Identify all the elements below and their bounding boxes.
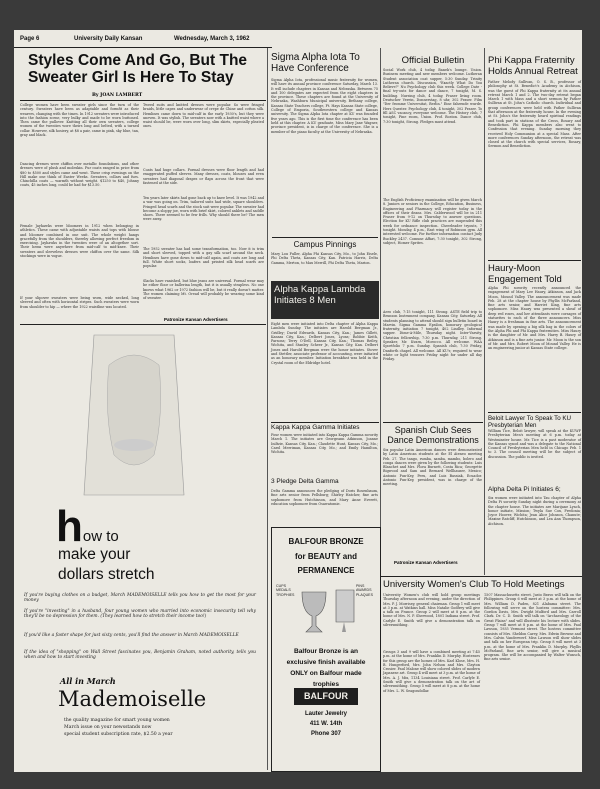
ad-tagline: the quality magazine for smart young women [64,718,170,723]
article-body: The 1952 sweater has had some transformation, too. Now it is trim and short sleeved, topped with a gay silk scarf around the neck. Hemlines have gone down to mid-calf again, and coats are long and full. White short socks, loafers and printed silk head scarfs are popular. [143,247,264,269]
balfour-logo: BALFOUR [294,688,358,705]
ad-how-h: h [56,502,83,551]
article-body: Four women were initiated into Kappa Kappa Gamma sorority March 1. The initiates are Georgeann Atkinson, Joanne Iniltzie, Kansas City, Kan.; Claudette Hunt, Kansas City, Mo.; Carol Merriman, Kansas City, Mo.; and Emily Hamilton, Wichita. [271,433,378,455]
article-body: Groups 3 and 9 will have a combined meeting at 7:45 p.m. at the home of Mrs. Franklin D. Murphy. Hostesses for this group are the homes of Mrs. Karl Klose, Mrs. H. B. Hungerford, Mrs. John Nelson and Mrs. Clayton Crosier. Paul Malone will show colored slides of modern Japanese art. Group 4 will meet at 3 p.m. at the home of Mrs. A. J. Mix, 1134 Louisiana street. Prof. Carlyle E. Smith will give a demonstration talk on the art of silversmithing. Group 5 will meet at 8 p.m. at the home of Mrs. L. W. Seagondollar. [383,650,480,693]
article-headline: Styles Come And Go, But The Sweater Girl Is Here To Stay [28,52,248,86]
ad-item: If the idea of "shopping" on Wall Street fascinates you, Benjamin Graham, noted authority, tells you when and how to start investing [24,650,256,661]
page-number: Page 6 [20,36,40,42]
ad-label: PINS [356,584,365,588]
article-body: Female Jayhawks were bloomers in 1912 when belonging in athletics. These came with adjustable waists and tops with blouse and bloomer combined in one suit. The whole weight hangs gracefully from the shoulders, thereby allowing perfect freedom in exercising. Jayhawks in the twenties were of an altogether sort. Their hems were anywhere from mid-calf to mid-knee. Their sweaters and sleeveless dresses were chiffon over the same. Silk stockings were in vogue. [20,224,139,259]
ad-item: If you're "investing" in a husband, four young women who married into economic insecurity tell why they'll be no depression for them. (They learned how to stretch their income too!) [24,609,256,620]
advertisers-credit: Patronize Kansan Advertisers [394,560,458,565]
article-body: Father Melody Sullivan, O. S. B., professor of philosophy at St. Benedict's Academy in Atchison, was the guest of Phi Kappa fraternity at its annual retreat March 1 and 2. The two-day retreat began March 1 with Mass and a short sermon by Father Sullivan at St. John's Catholic church. Individual and group conferences were held with Father Sullivan that afternoon at the fraternity house. In the evening at St. John's the fraternity heard spiritual readings and took part in stations of the Cross, Rosary and Benediction. Phi Kappa members also went to Confession that evening. Sunday morning they received Holy Communion at a special Mass. After more conferences Sunday afternoon, the retreat was closed at the church with special services, Rosary, Sermon and Benediction. [488,80,581,149]
article-body: Six popular Latin American dances were demonstrated by Latin American students at the El Ateneo meeting Feb. 27. The tango, rumba, samba, mambo, bolero and conga dances were given by the following students: Luis Blanchet and Mrs. Flora Burnett, Costa Rica; Georgette Bigwood and Sam and Bernard Wellhauser, Mexico; Antonio Pun-Key, Peru, and Luis Bassiak, Ecuador. Antonio Pun-Key, president, was in charge of the meeting. [383,448,482,487]
advertisers-credit: Patronize Kansan Advertisers [164,317,228,322]
article-body: If your slipover sweaters were being worn, wide necked, long sleeved and often with horizontal stripes. Such sweaters were worn from shoulder to hip — where the 1922 waistline was located. [20,296,139,309]
article-body: Eight men were initiated into Delta chapter of Alpha Kappa Lambda Sunday. The initiates are Harold Bergman Jr., Gridley; David Edwards, Kansas City, Kan.; James Gillett, Kansas City, Kan.; Delbert Jones, Lyons; Robbie Keith, Parsons; Terry O'Dell, Kansas City, Kan.; Thomas Reiley, Wichita, and Stanley Scheer Jr., Kansas City, Kan. Delbert Jones and Harold Bergman were the honor initiates. Stover and Stettler, associate professor of accounting, were initiated as an honorary member. Initiation breakfast was held in the Crystal room of the Eldridge hotel. [271,322,378,365]
article-body: Coats had huge collars. Formal dresses were floor length and had exaggerated puffed sleeves. Many dresses, coats, blouses and even sweaters had diagonal drapes or flaps across the front that were fastened at the side. [143,168,264,185]
ad-all-in: All in March [60,676,116,686]
mademoiselle-ad [24,325,264,769]
article-headline: 3 Pledge Delta Gamma [271,478,339,485]
ad-description: Balfour Bronze is an exclusive finish available ONLY on Balfour made trophies [286,648,366,688]
ad-label: MEDALS [276,588,291,593]
header-rule [14,47,272,48]
page-header [14,34,582,46]
issue-date: Wednesday, March 3, 1962 [174,36,250,42]
article-body: Dancing dresses were chiffon over metallic foundations, and other dresses were of plush and moleskin. Fur coats ranged in price from $80 to $500 and styles came and went. These crisp evenings on the Hill make one think of Easter Weeks. Sweaters, collars and furs. Chinchilla coats — warmth without weight. $1250 to $40, Johnny coats, 45 inches long, could be had for $13.50. [20,162,139,188]
article-body: Mary Lou Fuller, Alpha Phi Kansas City, Mo., to John Eisele, Phi Delta Theta, Kansas City, Kan. Patricia Harris, Delta Gamma, Merton, to Max Merrill, Phi Delta Theta, Marion. [271,252,378,265]
article-body: William Tice, Beloit lawyer, will speak at the KUWF Presbyterian Men's meeting at 6 p.m. today at Westminster house. Mr. Tice is a past moderator of the Kansas synod and was a delegate to the National Council of Presbyterian Men held in Chicago Feb. 1 to 3. The council meeting will be the subject of discussion. The public is invited. [488,429,581,459]
ad-headline: PERMANENCE [297,566,355,575]
article-body: Sigma Alpha Iota, professional music fraternity for women, will have its annual province conference Saturday, March 13. It will include chapters in Kansas and Nebraska. Between 75 and 100 delegates are expected from the eight chapters in the province. These chapters are found at the University of Nebraska, Washburn Municipal university, Bethany college, Kansas State Teachers college, Ft. Hays Kansas State college, College of Emporia, Southwestern college and Kansas university. The Sigma Alpha Iota chapter at KU was founded five years ago. This is the first time the conference has been held at this chapter. A KU graduate, Miss Mary Jane Wagner, province president, is in charge of the conference. She is a member of the piano faculty at the University of Nebraska. [271,78,378,134]
article-headline: University Women's Club To Hold Meetings [383,579,565,590]
article-body: Ten years later skirts had gone back up to knee level. It was 1942 and a war was going on. Trim, tailored suits had wide, square shoulders. Fringed head scarfs and the stock suit were popular. The sweater had become a sloppy joe, worn with brief skirt, colored anklets and saddle shoes. There seemed to be few frills. Why should there be? The men were away. [143,196,264,222]
article-body: College women have been sweater girls since the turn of the century. Sweaters have been as adaptable and formfit as their wearers, changing with the times. In 1912 sweaters were introduced into the fashion scene, very bulky and made to be worn buttoned. Then came the pullover. Knitting all their own sweaters, college women of the twenties wore theirs long and belted, with a turned collar. However, silk hosiery, at $8 a pair, came in pink, sky blue, tan, gray and black. [20,103,139,138]
column-divider [267,48,268,770]
article-headline: Alpha Kappa Lambda Initiates 8 Men [274,284,366,306]
section-headline: Official Bulletin [401,55,465,66]
article-headline: Kappa Kappa Gamma Initiates [271,422,379,431]
ad-how-rest: ow to [82,528,119,545]
ad-label: CUPS [276,584,286,588]
ad-label: PLAQUES [356,592,373,597]
ad-item: If you're buying clothes on a budget, March MADEMOISELLE tells you how to get the most for your money [24,593,256,604]
article-headline: Sigma Alpha Iota To Have Conference [271,52,360,74]
ad-brand-logo: Mademoiselle [58,687,207,711]
ad-dollars: dollars stretch [58,566,155,583]
article-body: Alpha Phi sorority recently announced the engagement of Mary Lee Haury, Atkinson, and Jack Moon, Mound Valley. The announcement was made Feb. 28 at the chapter house by Phyllis McFarland, fine arts senior, and Harriet King, fine arts sophomore. Miss Haury was presented a sheaf of deep red roses, and her attendants were corsages of statuettes to each of the three announcers. Miss Haury is a freshman in fine arts. The announcement was made by opening a big silk bag in the colors of the Alpha Phi and Phi Kappa fraternities. Miss Haury is the daughter of Mr. and Mrs. Harry B. Haury of Atkinson and is a fine arts junior. Mr. Moon is the son of Mr. and Mrs. Robert Moon of Mound Valley. He is an engineering junior at Kansas State college. [488,286,581,351]
jeweler-address: 411 W. 14th [309,721,343,727]
ad-tagline: special student subscription rate, $2.50 a year [64,732,173,737]
section-headline: Campus Pinnings [293,240,357,249]
ad-tagline: March issue on your newsstands now [64,725,152,730]
bulletin-body: The English Proficiency examination will be given March 8. Juniors or seniors in the College, Education, Business, Engineering and Pharmacy will register today in the offices of their deans. Mrs. Calderwood will be in 211 Fraser from 9-12 on Thursday to answer questions. Election for KU Rifle club practices are suspended this week for ordnance inspection. Cheerleader tryouts, 7 tonight. Monday, 4 p.m., East wing of Robinson gym. All interested welcome. For further information contact Judy Buckley 2437. Comune Affari, 7:30 tonight, 302 Strong, subject, Homer Sprites. [383,198,482,245]
balfour-ad [271,527,381,772]
paper-name: University Daily Kansan [74,36,143,42]
jeweler-phone: Phone 307 [310,731,341,737]
headline-banner [271,281,379,319]
bulletin-body: Social Work club, 4 today, Banek's lounge. Union. Business meeting and new members welcome. Lutheran Student association coat supper, 5:30 Sunday. Trinity Lutheran church. Discussion, "Exactly What Do You Believe?" Nu Psychology club this week. College Date - final try-outs for dance and dance, 7 tonight, M. S. building. Nursing club, 4 today, Fraser living room. Deutscher Verein, Donnerstag, 8 uhr, 302 Fraser. Film "Der fromme Universitat, Berlin." Eine fahrende wurde. Herz Quester. Psychology club, 4 tonight, 302 Fraser. To fill ASC vacancy, everyone welcome. The History club, 7 tonight, Pine room, Union. Prof. Boston. Dance club, 7:30 tonight, Strong. Pledges must attend. [383,68,482,124]
article-headline: Spanish Club Sees Dance Demonstrations [383,422,483,445]
ad-label: AWARDS [356,588,372,593]
byline: By JOAN LAMBERT [92,93,143,98]
article-body: Slacks have vanished, but blue jeans are universal. Formal wear may be either floor or ballerina length, but it is usually strapless. No one knows what 1962 or 1972 fashion will be, but it really doesn't matter. The women claiming Mt. Oread will probably be wearing some kind of sweater. [143,279,264,301]
column-divider [484,48,485,575]
jeweler-name: Lauter Jewelry [304,711,348,717]
article-headline: Haury-Moon Engagement Told [488,260,581,285]
article-headline: Beloit Lawyer To Speak To KU Presbyterian Men [488,412,581,429]
rule [381,576,582,577]
article-body: Tweed suits and knitted dresses were popular. So were fringed braids, little capes and underwear of crepe de Chine and cotton silk. Hemlines came down to mid-calf in the early 1930's, but they were uneven. It was stylish. The sweaters now with a knitted waist where a waist should be, were worn over long, slim skirts, especially pleated ones. [143,103,264,129]
article-body: Delta Gamma announces the pledging of Doris Rosenbaum, fine arts senior from Pellsburg; Shirley Hatcher, fine arts sophomore from Hutchinson, and Mary Anne Everett, education sophomore from Osawatomie. [271,489,378,506]
article-headline: Phi Kappa Fraternity Holds Annual Retreat [488,55,578,77]
column-divider [380,48,381,575]
ad-headline: for BEAUTY and [294,552,358,561]
article-body: Six women were initiated into Tau chapter of Alpha Delta Pi sorority Sunday night during a ceremony at the chapter house. The initiates are Marijane Lynch, honor initiate, Mission; Twyla Sue Cox, Fredonia; Joyce Hoover, Wichita; Jean Alice Johnson, Chanute; Maxine Ratcliff, Hutchinson, and Lea Ann Thompson, Atchison. [488,496,581,526]
bulletin-body: Aero club, 7:15 tonight, 111 Strong. ASTE field trip to Brunson Instrument company, Kansas City, Saturday. All students planning to attend should sign bulletin board in Marvin. Sigma Gamma Epsilon, honorary geological fraternity, initiation 7 tonight, 402 Lindley. Informal supper. Dime-A-Mile, Thursday night. Inter-Varsity, Christian fellowship, 7:30 p.m. Thursday, 211 Strong. Speaker, Mr. Kvarn, Morocco. All welcome. WAA Sportfolio 7 p.m. Sunday. Spanish club, 7:30 Friday, Danforth chapel. All welcome. All KU's; required to wear white or light trousers Friday night for under all day Friday. [383,310,482,362]
article-body: 1507 Massachusetts street. Justo Bravo will talk on the Philippines. Group 6 will meet at 3 p.m. at the home of Mrs. William D. Paden, 821 Alabama street. The following will serve on the hostess committee: Mrs. Gordon Davis, Mrs. Dwight Mulford and Mrs. Carroll Clark. Dr. C. D. Smith will talk on "Archaeology of the Great Plains" and will illustrate his lecture with slides. Group 7 will meet at 8 p.m. at the home of Mrs. Paul Lawson, 1935 Vermont street. The hostess committee consists of Mrs. Sheldon Carey, Mrs. Edwin Browne and Mrs. Calvin Vanderwerf. Miss Lawson will show slides and talk on her European trip. Group 8 will meet at 3 p.m. at the home of Mrs. Franklin D. Murphy. Phyllis McFarland, fine arts senior, will give a musical program. She will be accompanied by Walter Wunsch, fine arts senior. [484,593,581,662]
article-body: University Women's club will hold group meetings Thursday afternoon and evening, under the direction of Mrs. P. J. Morrisey, general chairman. Group 1 will meet at 3 p.m. at Watkins hall. Miss Natalie Godfrey will give a talk on France. Group 2 will meet at 8 p.m. at the home of Mrs. N. P. Sherwood, 1801 Indiana street. Prof. Carlyle E. Smith will give a demonstration talk on silversmithing. [383,593,480,628]
newspaper-page [14,30,582,772]
ad-headline: BALFOUR BRONZE [288,537,364,546]
ad-label: TROPHIES [276,592,295,597]
ad-make: make your [58,546,131,563]
article-headline: Alpha Delta Pi Initiates 6; [488,486,561,493]
ad-item: If you'd like a faster shape for just sixty cents, you'll find the answer in March MADEMOISELLE [24,633,239,638]
rule [20,100,266,101]
